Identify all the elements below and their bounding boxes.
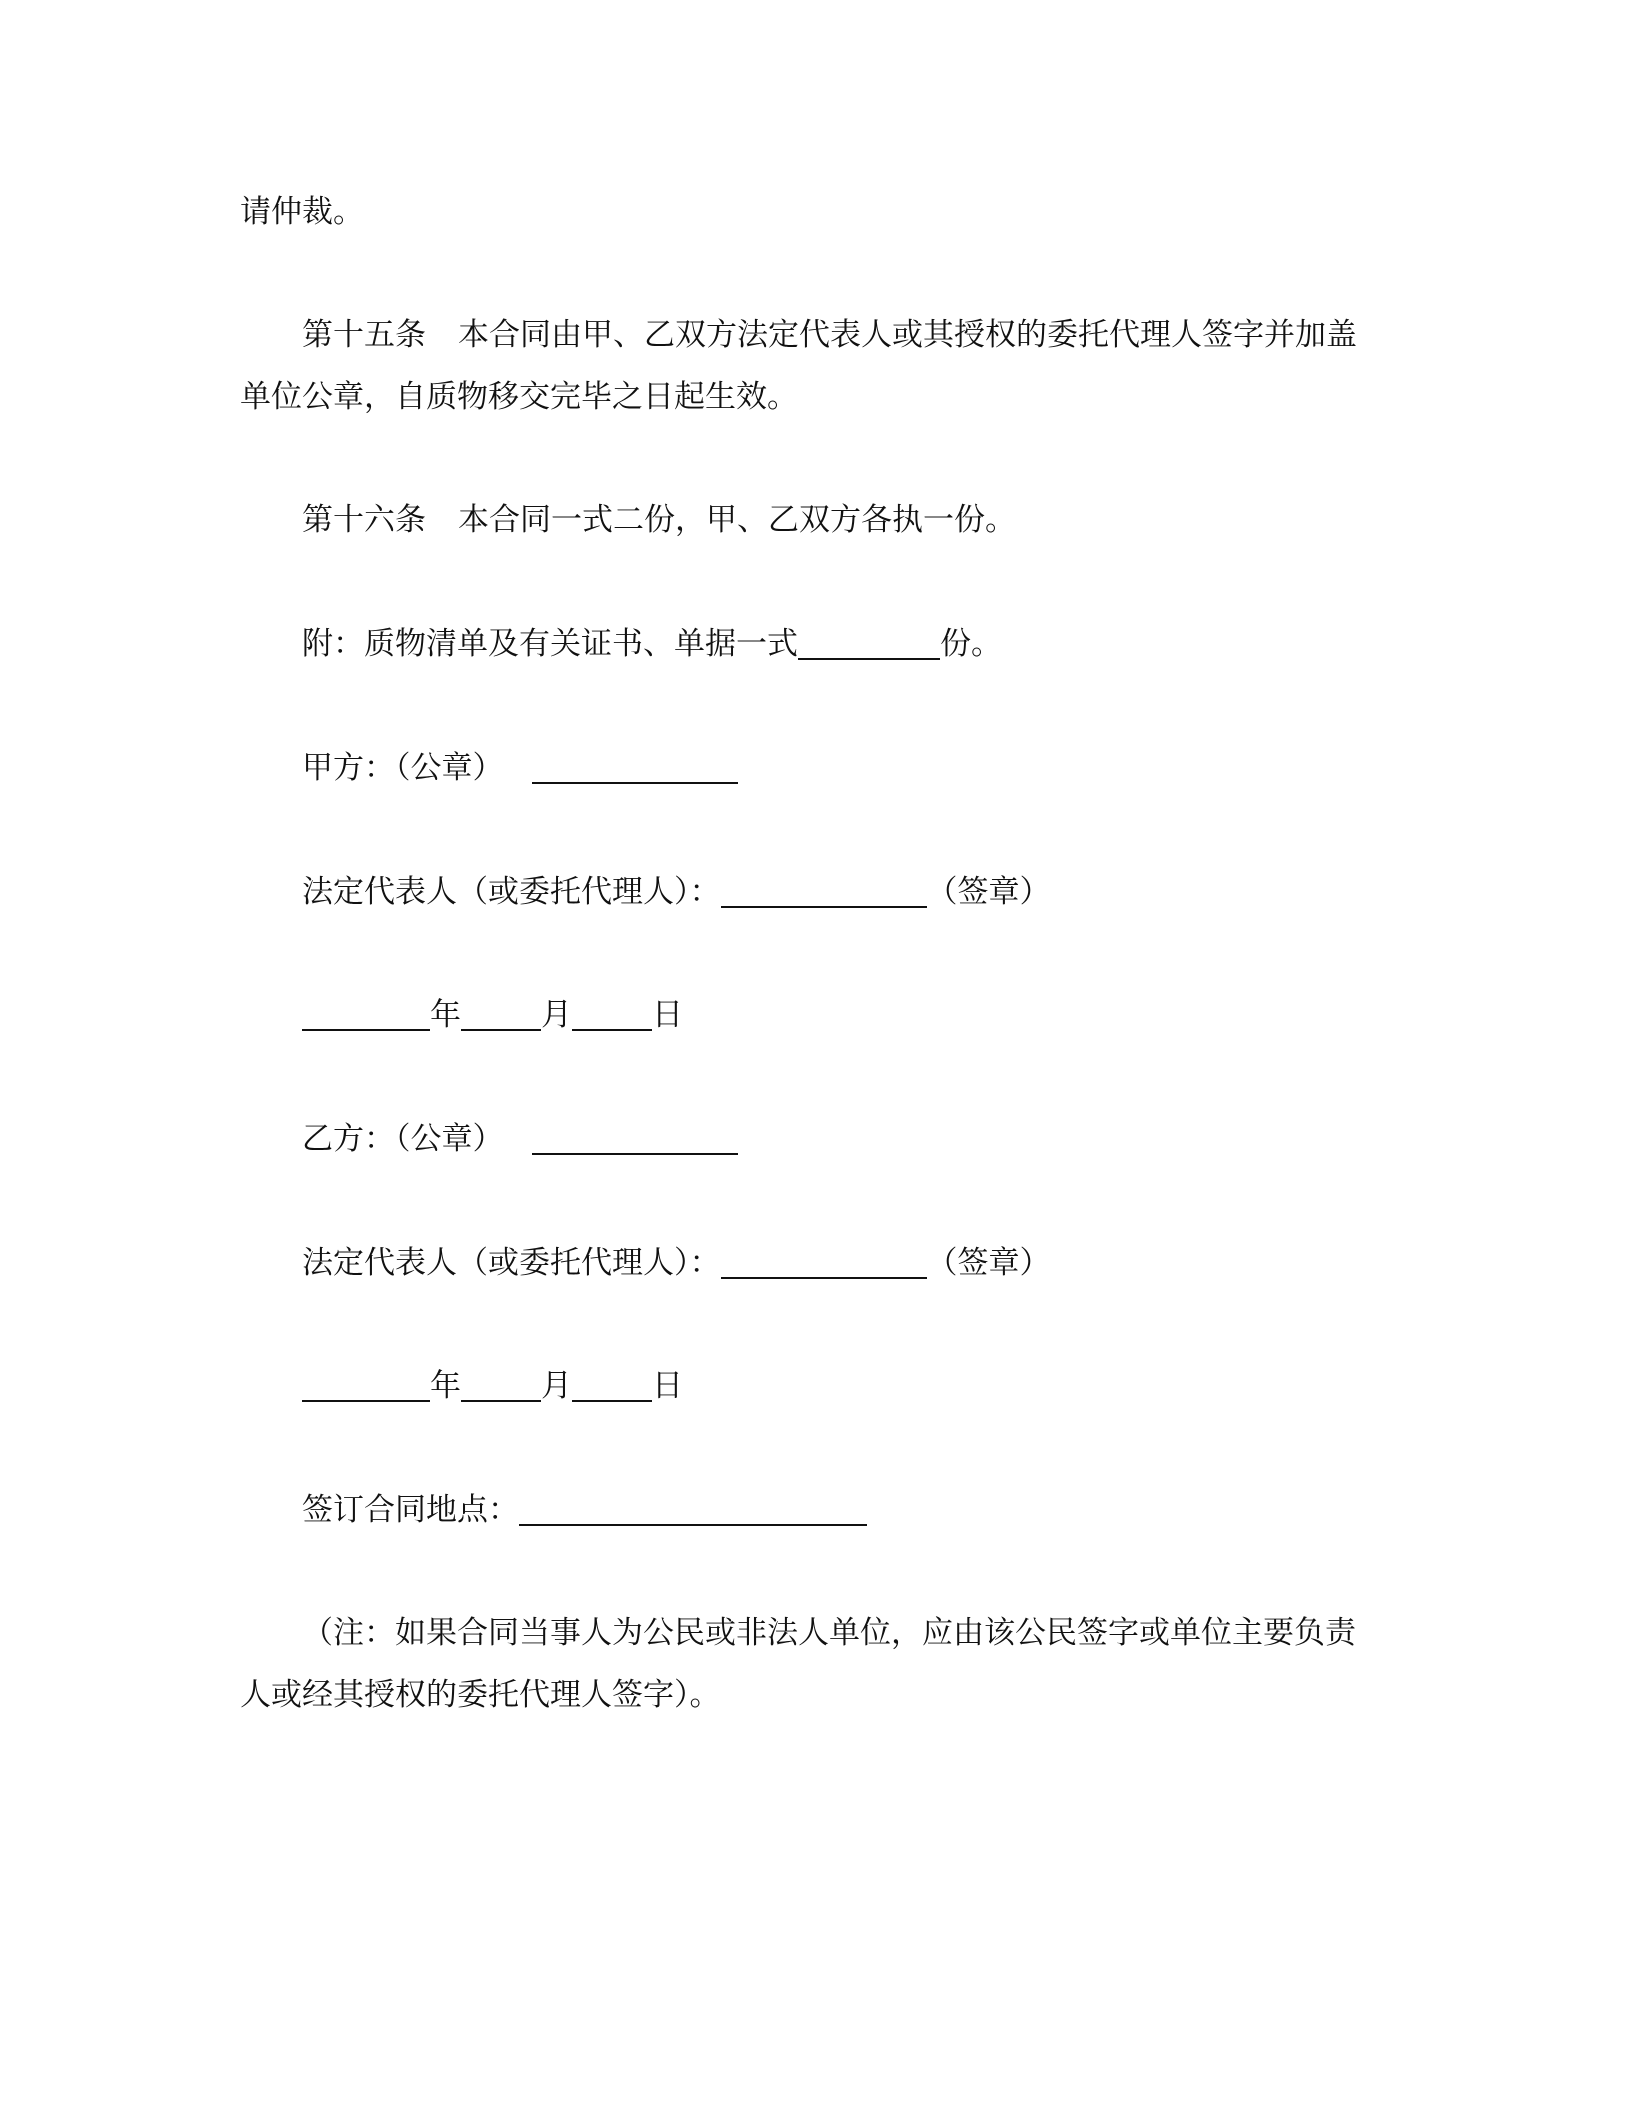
contract-place-blank[interactable] [519,1484,867,1526]
paragraph-tail [240,180,364,244]
attachment-suffix: 份。 [940,626,1002,662]
article-16-heading: 第十六条 [302,502,426,538]
party-b-year-label: 年 [430,1368,461,1404]
note-line-2 [240,1663,721,1727]
party-a-sign-label: （签章） [926,874,1051,910]
party-b-label: 乙方：（公章） [302,1121,504,1157]
party-a-label: 甲方：（公章） [302,750,504,786]
party-a-seal-blank[interactable] [532,742,738,784]
party-b-rep-label: 法定代表人（或委托代理人）： [302,1245,721,1281]
party-a-day-blank[interactable] [572,989,652,1031]
party-b-rep-blank[interactable] [721,1237,927,1279]
article-16-text: 本合同一式二份，甲、乙双方各执一份。 [458,502,1016,538]
party-a-rep-blank[interactable] [721,866,927,908]
party-a-month-blank[interactable] [461,989,541,1031]
party-a-rep-label: 法定代表人（或委托代理人）： [302,874,721,910]
attachment-count-blank[interactable] [798,618,940,660]
party-b-day-blank[interactable] [572,1360,652,1402]
article-15-text-line1: 本合同由甲、乙双方法定代表人或其授权的委托代理人签字并加盖 [458,317,1357,353]
party-b-month-label: 月 [541,1368,572,1404]
note-text-line1: （注：如果合同当事人为公民或非法人单位，应由该公民签字或单位主要负责 [302,1615,1356,1651]
party-b-year-blank[interactable] [302,1360,430,1402]
party-b-day-label: 日 [652,1368,683,1404]
attachment-prefix: 附：质物清单及有关证书、单据一式 [302,626,798,662]
article-15 [302,303,1357,367]
article-15-heading: 第十五条 [302,317,426,353]
party-b-month-blank[interactable] [461,1360,541,1402]
party-a-year-label: 年 [430,997,461,1033]
party-a-date-line [302,983,683,1047]
party-a-year-blank[interactable] [302,989,430,1031]
party-b-line [302,1107,738,1171]
note-line-1 [302,1601,1356,1665]
party-a-line [302,736,738,800]
contract-place-line [302,1478,867,1542]
party-b-sign-label: （签章） [926,1245,1051,1281]
party-b-seal-blank[interactable] [532,1113,738,1155]
party-a-day-label: 日 [652,997,683,1033]
party-b-representative-line [302,1231,1051,1295]
article-15-text-line2: 单位公章，自质物移交完毕之日起生效。 [240,379,798,415]
party-a-representative-line [302,860,1051,924]
note-text-line2: 人或经其授权的委托代理人签字）。 [240,1677,721,1713]
attachment-line [302,612,1002,676]
contract-place-label: 签订合同地点： [302,1492,519,1528]
paragraph-tail-text: 请仲裁。 [240,194,364,230]
party-a-month-label: 月 [541,997,572,1033]
article-16 [302,488,1016,552]
party-b-date-line [302,1354,683,1418]
article-15-continued [240,365,798,429]
